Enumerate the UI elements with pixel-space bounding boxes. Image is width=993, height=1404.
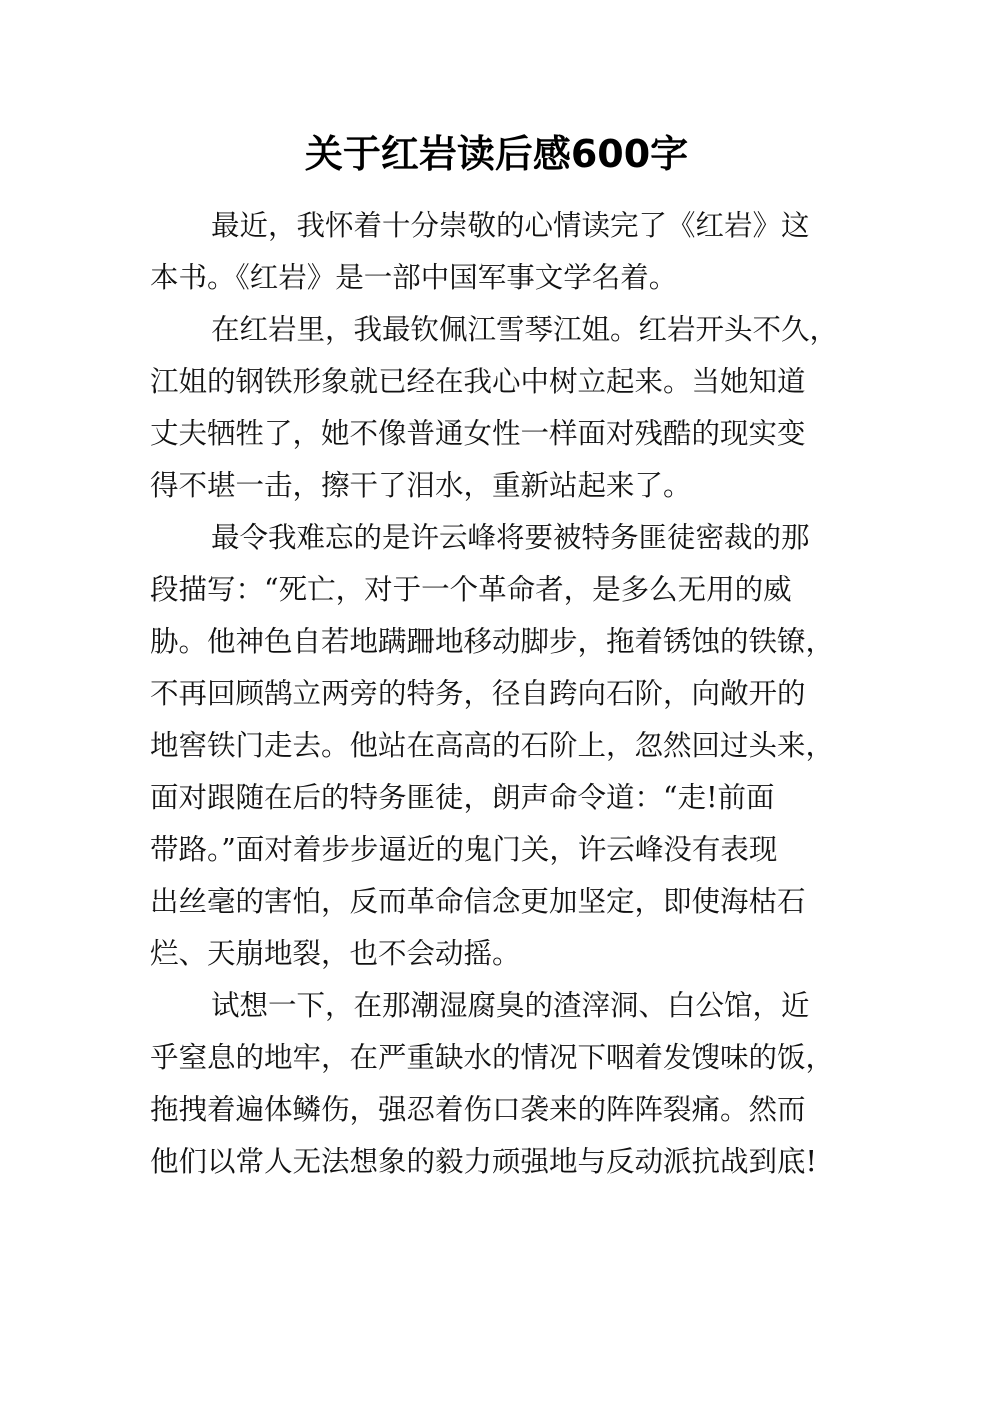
paragraph-line: 面对跟随在后的特务匪徒，朗声命令道：“走!前面 [150, 781, 775, 814]
paragraph-3 [150, 512, 850, 980]
paragraph-line: 乎窒息的地牢，在严重缺水的情况下咽着发馊味的饭， [150, 1041, 835, 1074]
paragraph-line: 胁。他神色自若地蹒跚地移动脚步，拖着锈蚀的铁镣， [150, 625, 835, 658]
paragraph-line: 他们以常人无法想象的毅力顽强地与反动派抗战到底! [150, 1145, 817, 1178]
paragraph-2 [150, 304, 850, 512]
paragraph-line: 最令我难忘的是许云峰将要被特务匪徒密裁的那 [211, 521, 810, 554]
paragraph-line: 在红岩里，我最钦佩江雪琴江姐。红岩开头不久， [211, 313, 839, 346]
document-title: 关于红岩读后感600字 [304, 132, 689, 176]
paragraph-line: 得不堪一击，擦干了泪水，重新站起来了。 [150, 469, 692, 502]
paragraph-line: 丈夫牺牲了，她不像普通女性一样面对残酷的现实变 [150, 417, 806, 450]
paragraph-line: 不再回顾鹄立两旁的特务，径自跨向石阶，向敞开的 [150, 677, 806, 710]
paragraph-line: 本书。《红岩》是一部中国军事文学名着。 [150, 261, 678, 294]
paragraph-line: 段描写：“死亡，对于一个革命者，是多么无用的威 [150, 573, 792, 606]
paragraph-line: 试想一下，在那潮湿腐臭的渣滓洞、白公馆，近 [211, 989, 810, 1022]
paragraph-line: 带路。”面对着步步逼近的鬼门关，许云峰没有表现 [150, 833, 778, 866]
paragraph-line: 地窖铁门走去。他站在高高的石阶上，忽然回过头来， [150, 729, 835, 762]
paragraph-4 [150, 980, 850, 1188]
paragraph-line: 拖拽着遍体鳞伤，强忍着伤口袭来的阵阵裂痛。然而 [150, 1093, 806, 1126]
document-body [150, 200, 850, 1188]
paragraph-line: 最近，我怀着十分崇敬的心情读完了《红岩》这 [211, 209, 810, 242]
paragraph-1 [150, 200, 850, 304]
paragraph-line: 烂、天崩地裂，也不会动摇。 [150, 937, 521, 970]
paragraph-line: 出丝毫的害怕，反而革命信念更加坚定，即使海枯石 [150, 885, 806, 918]
paragraph-line: 江姐的钢铁形象就已经在我心中树立起来。当她知道 [150, 365, 806, 398]
